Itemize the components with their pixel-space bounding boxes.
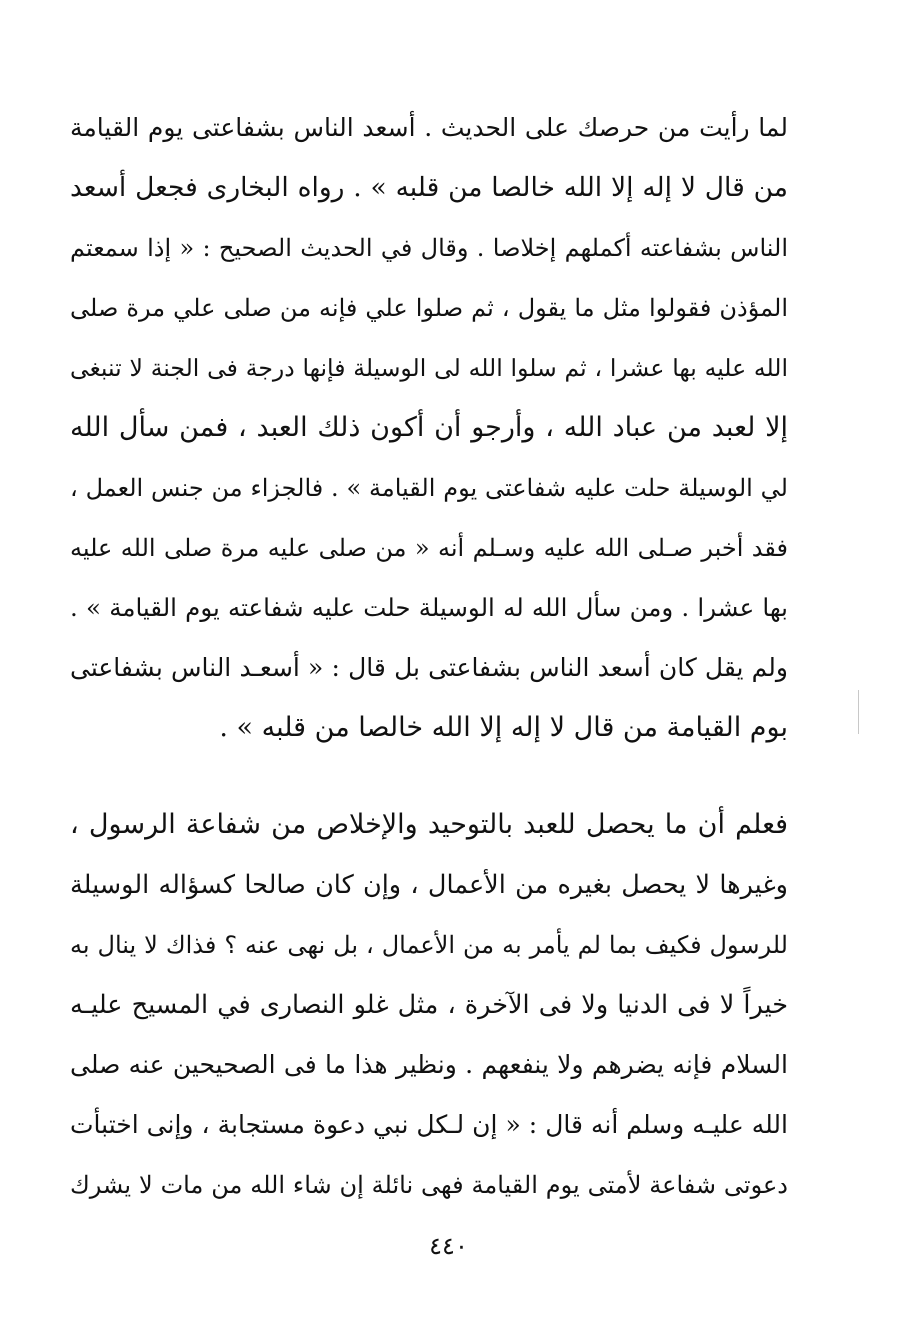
paragraph-2 (70, 795, 788, 1215)
text-line: خيراً لا فى الدنيا ولا فى الآخرة ، مثل غلو النصارى في المسيح عليـه (70, 990, 788, 1020)
scan-edge-mark (858, 690, 859, 734)
text-line: دعوتى شفاعة لأمتى يوم القيامة فهى نائلة إن شاء الله من مات لا يشرك (70, 1171, 788, 1199)
text-line: السلام فإنه يضرهم ولا ينفعهم . ونظير هذا ما فى الصحيحين عنه صلى (70, 1050, 788, 1079)
text-line: للرسول فكيف بما لم يأمر به من الأعمال ، بل نهى عنه ؟ فذاك لا ينال به (70, 931, 788, 959)
text-line: وغيرها لا يحصل بغيره من الأعمال ، وإن كان صالحا كسؤاله الوسيلة (70, 870, 788, 900)
text-line: الله عليه بها عشرا ، ثم سلوا الله لى الوسيلة فإنها درجة فى الجنة لا تنبغى (70, 354, 788, 382)
text-line: لي الوسيلة حلت عليه شفاعتى يوم القيامة » . فالجزاء من جنس العمل ، (70, 474, 788, 502)
text-line: ولم يقل كان أسعد الناس بشفاعتى بل قال : « أسعـد الناس بشفاعتى (70, 653, 788, 682)
text-line: الله عليـه وسلم أنه قال : « إن لـكل نبي دعوة مستجابة ، وإنى اختبأت (70, 1110, 788, 1139)
text-line: الناس بشفاعته أكملهم إخلاصا . وقال في الحديث الصحيح : « إذا سمعتم (70, 234, 788, 262)
text-line: لما رأيت من حرصك على الحديث . أسعد الناس بشفاعتى يوم القيامة (70, 113, 788, 142)
text-line: إلا لعبد من عباد الله ، وأرجو أن أكون ذلك العبد ، فمن سأل الله (70, 412, 788, 443)
text-line: فقد أخبر صـلى الله عليه وسـلم أنه « من صلى عليه مرة صلى الله عليه (70, 534, 788, 562)
text-line: بها عشرا . ومن سأل الله له الوسيلة حلت عليه شفاعته يوم القيامة » . (70, 593, 788, 622)
text-line: بوم القيامة من قال لا إله إلا الله خالصا من قلبه » . (219, 712, 788, 743)
paragraph-1 (70, 98, 788, 758)
page-number: ٤٤٠ (429, 1232, 468, 1260)
text-line: فعلم أن ما يحصل للعبد بالتوحيد والإخلاص من شفاعة الرسول ، (70, 809, 788, 840)
text-line: من قال لا إله إلا الله خالصا من قلبه » . رواه البخارى فجعل أسعد (70, 172, 788, 203)
text-line: المؤذن فقولوا مثل ما يقول ، ثم صلوا علي فإنه من صلى علي مرة صلى (70, 294, 788, 322)
